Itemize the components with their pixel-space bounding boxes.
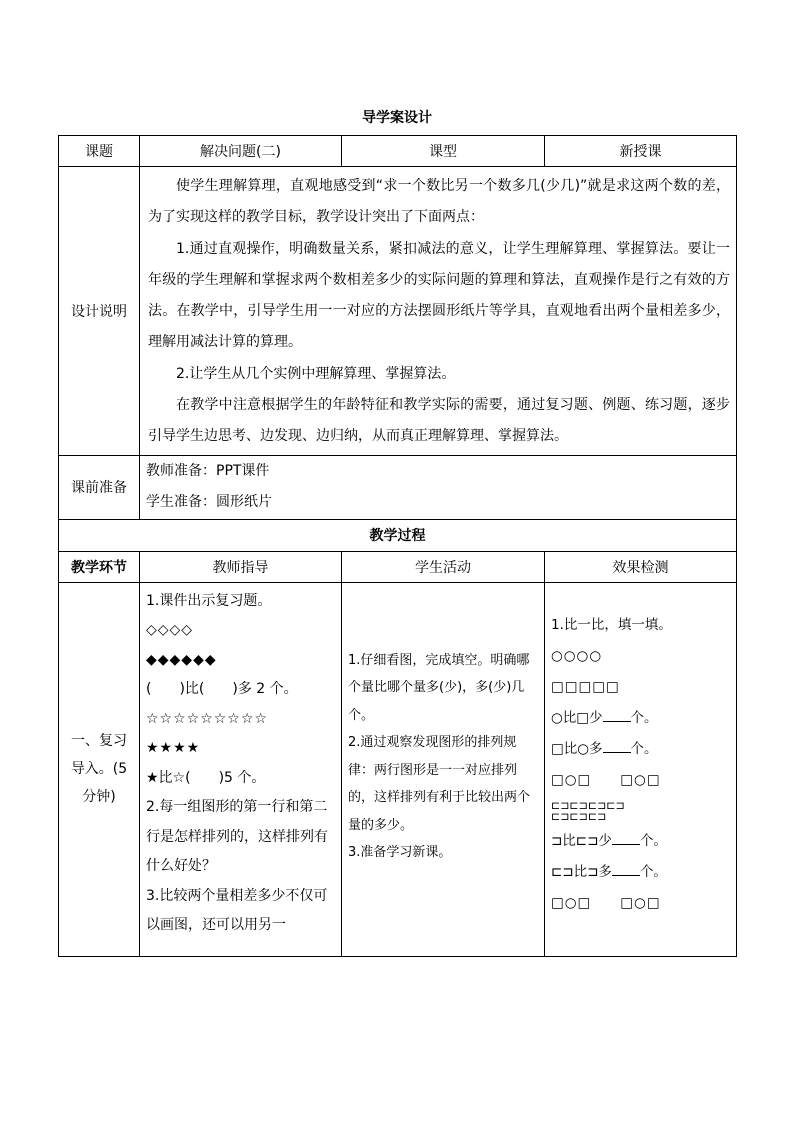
q3-suffix: 个。 <box>639 832 667 849</box>
arrow-shapes <box>551 796 732 826</box>
design-paragraph: 2.让学生从几个实例中理解算理、掌握算法。 <box>176 365 456 382</box>
type-value: 新授课 <box>545 136 737 167</box>
prep-row <box>59 455 737 519</box>
type-label: 课型 <box>342 136 545 167</box>
page-title: 导学案设计 <box>362 110 432 126</box>
student-header: 学生活动 <box>342 551 545 582</box>
check-question <box>551 703 732 734</box>
stage1-row <box>59 582 737 956</box>
filled-stars: ★★★★ <box>146 740 201 757</box>
student-line: 3.准备学习新课。 <box>348 845 452 861</box>
check-question <box>551 734 732 765</box>
topic-value: 解决问题(二) <box>140 136 342 167</box>
teacher-header: 教师指导 <box>140 551 342 582</box>
header-row <box>59 136 737 167</box>
teacher-line: 1.课件出示复习题。 <box>146 592 272 609</box>
design-text <box>140 167 737 456</box>
design-label: 设计说明 <box>59 167 140 456</box>
student-line: 2.通过观察发现图形的排列规律：两行图形是一一对应排列的，这样排列有利于比较出两个量的多少。 <box>348 735 531 833</box>
effect-check <box>545 582 737 956</box>
teacher-line: ★比☆( )5 个。 <box>146 769 266 786</box>
q4-suffix: 个。 <box>639 863 667 880</box>
arrow-row-bottom: ⊏⊐⊏⊐⊏⊐ <box>551 809 607 823</box>
q2-suffix: 个。 <box>630 740 658 757</box>
q1-suffix: 个。 <box>630 709 658 726</box>
check-question <box>551 857 732 888</box>
stage1-label <box>59 582 140 956</box>
teacher-prep: 教师准备：PPT课件 <box>146 463 270 480</box>
design-row <box>59 167 737 456</box>
check-header: 效果检测 <box>545 551 737 582</box>
teacher-line: ( )比( )多 2 个。 <box>146 681 298 698</box>
check-question <box>551 826 732 857</box>
topic-label: 课题 <box>59 136 140 167</box>
answer-blank[interactable] <box>612 830 640 845</box>
student-activity <box>342 582 545 956</box>
stage1-label-text: 一、复习导入。(5分钟) <box>70 733 128 806</box>
teacher-guidance <box>140 582 342 956</box>
check-intro: 1.比一比，填一填。 <box>551 616 672 633</box>
answer-boxes: □○□ □○□ <box>551 771 661 788</box>
filled-diamonds: ◆◆◆◆◆◆ <box>146 651 217 668</box>
answer-blank[interactable] <box>603 738 631 753</box>
squares-row: □□□□□ <box>551 678 620 695</box>
hollow-diamonds: ◇◇◇◇ <box>146 622 194 639</box>
hollow-stars: ☆☆☆☆☆☆☆☆☆ <box>146 710 268 727</box>
teacher-line: 2.每一组图形的第一行和第二行是怎样排列的，这样排列有什么好处？ <box>146 799 328 875</box>
answer-blank[interactable] <box>612 861 640 876</box>
process-title-row <box>59 519 737 551</box>
student-prep: 学生准备：圆形纸片 <box>146 494 272 511</box>
answer-blank[interactable] <box>603 707 631 722</box>
circles-row: ○○○○ <box>551 647 603 664</box>
process-title: 教学过程 <box>59 519 737 551</box>
arrow-row-top: ⊏⊐⊏⊐⊏⊐⊏⊐ <box>551 798 625 812</box>
prep-label: 课前准备 <box>59 455 140 519</box>
lesson-plan-table <box>58 135 737 957</box>
process-header-row <box>59 551 737 582</box>
answer-boxes: □○□ □○□ <box>551 894 661 911</box>
stage-header: 教学环节 <box>59 551 140 582</box>
design-paragraph: 在教学中注意根据学生的年龄特征和教学实际的需要，通过复习题、例题、练习题，逐步引导学生边思考、边发现、边归纳，从而真正理解算理、掌握算法。 <box>148 397 730 445</box>
student-line: 1.仔细看图，完成填空。明确哪个量比哪个量多(少)，多(少)几个。 <box>348 652 530 723</box>
q1-text: ○比□少 <box>551 709 603 726</box>
design-paragraph: 使学生理解算理，直观地感受到“求一个数比另一个数多几(少几)”就是求这两个数的差，为了实现这样的教学目标，教学设计突出了下面两点： <box>148 178 730 226</box>
q3-text: ⊐比⊏⊐少 <box>551 832 612 849</box>
q2-text: □比○多 <box>551 740 603 757</box>
q4-text: ⊏⊐比⊐多 <box>551 863 612 880</box>
design-paragraph: 1.通过直观操作，明确数量关系，紧扣减法的意义，让学生理解算理、掌握算法。要让一年级的学生理解和掌握求两个数相差多少的实际问题的算理和算法，直观操作是行之有效的方法。在教学中，引导学生用一一对应的方法摆圆形纸片等学具，直观地看出两个量相差多少，理解用减法计算的算理。 <box>148 240 730 351</box>
teacher-line: 3.比较两个量相差多少不仅可以画图，还可以用另一 <box>146 887 328 934</box>
prep-content <box>140 455 737 519</box>
